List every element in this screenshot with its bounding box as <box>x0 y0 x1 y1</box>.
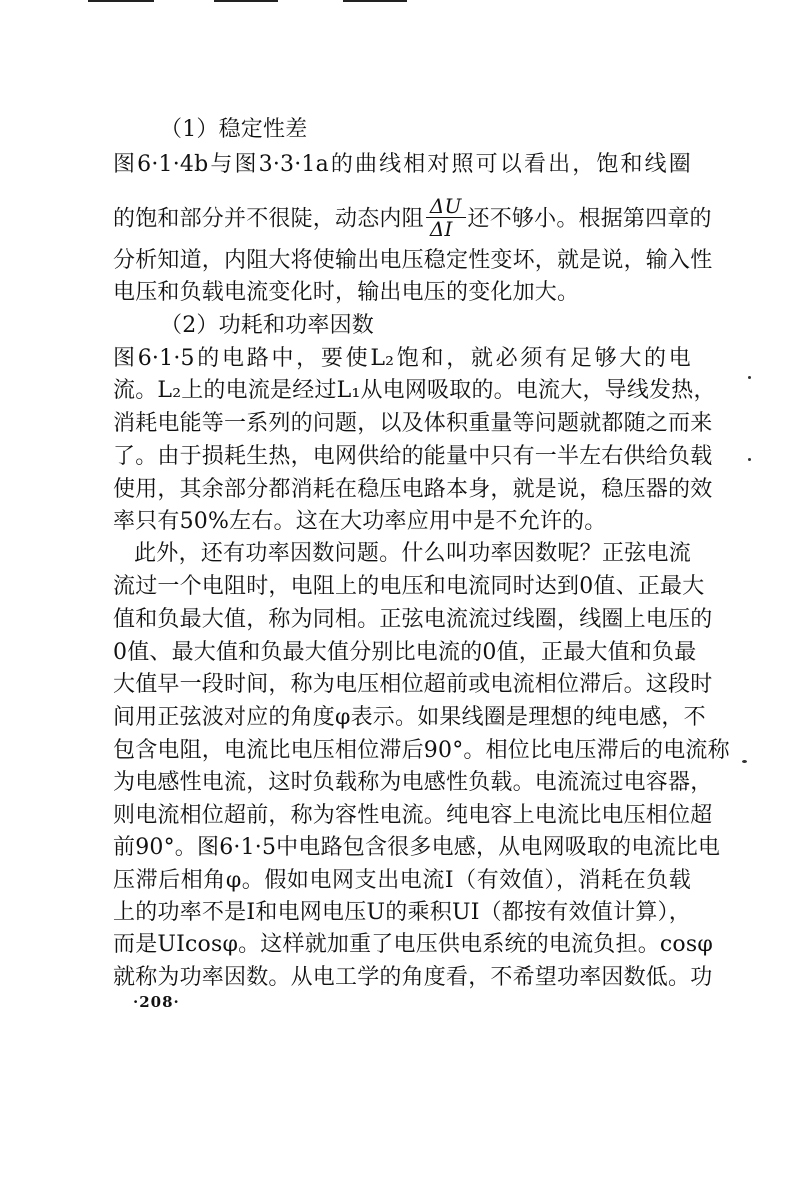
section-heading-stability: （1）稳定性差 <box>160 117 308 142</box>
paragraph-line: 就称为功率因数。从电工学的角度看，不希望功率因数低。功 <box>113 965 713 990</box>
top-rule <box>214 0 278 2</box>
paragraph-line: 图6·1·5的电路中，要使L₂饱和，就必须有足够大的电 <box>113 346 691 371</box>
section-heading-power: （2）功耗和功率因数 <box>160 313 374 338</box>
paragraph-line: 前90°。图6·1·5中电路包含很多电感，从电网吸取的电流比电 <box>113 835 721 860</box>
paragraph-line: 为电感性电流，这时负载称为电感性负载。电流流过电容器， <box>113 770 713 795</box>
dynamic-resistance-fraction <box>426 195 466 240</box>
paragraph-line: 率只有50%左右。这在大功率应用中是不允许的。 <box>113 509 607 534</box>
scan-speck <box>748 376 751 379</box>
scan-speck <box>748 458 751 461</box>
text-segment: 的饱和部分并不很陡，动态内阻 <box>113 206 424 232</box>
page-number: ·208· <box>133 993 180 1011</box>
scan-speck <box>742 760 747 763</box>
paragraph-line: 此外，还有功率因数问题。什么叫功率因数呢？正弦电流 <box>134 541 691 566</box>
paragraph-line: 上的功率不是I和电网电压U的乘积UI（都按有效值计算）， <box>113 900 691 925</box>
paragraph-line: 大值早一段时间，称为电压相位超前或电流相位滞后。这段时 <box>113 672 713 697</box>
paragraph-line: 间用正弦波对应的角度φ表示。如果线圈是理想的纯电感，不 <box>113 705 706 730</box>
paragraph-line-with-fraction <box>113 194 712 242</box>
paragraph-line: 值和负最大值，称为同相。正弦电流流过线圈，线圈上电压的 <box>113 607 713 632</box>
paragraph-line: 电压和负载电流变化时，输出电压的变化加大。 <box>113 280 580 305</box>
paragraph-line: 而是UIcosφ。这样就加重了电压供电系统的电流负担。cosφ <box>113 932 713 957</box>
fraction-numerator: ΔU <box>426 195 466 218</box>
paragraph-line: 0值、最大值和负最大值分别比电流的0值，正最大值和负最 <box>113 640 697 665</box>
paragraph-line: 图6·1·4b与图3·3·1a的曲线相对照可以看出，饱和线圈 <box>113 152 691 177</box>
paragraph-line: 则电流相位超前，称为容性电流。纯电容上电流比电压相位超 <box>113 803 713 828</box>
top-rule <box>88 0 154 2</box>
paragraph-line: 分析知道，内阻大将使输出电压稳定性变坏，就是说，输入性 <box>113 248 713 273</box>
paragraph-line: 压滞后相角φ。假如电网支出电流I（有效值），消耗在负载 <box>113 868 691 893</box>
paragraph-line: 消耗电能等一系列的问题，以及体积重量等问题就都随之而来 <box>113 411 713 436</box>
fraction-denominator: ΔI <box>429 217 453 241</box>
top-rule <box>343 0 407 2</box>
paragraph-line: 流过一个电阻时，电阻上的电压和电流同时达到0值、正最大 <box>113 574 705 599</box>
paragraph-line: 包含电阻，电流比电压相位滞后90°。相位比电压滞后的电流称 <box>113 738 730 763</box>
paragraph-line: 使用，其余部分都消耗在稳压电路本身，就是说，稳压器的效 <box>113 477 713 502</box>
text-segment: 还不够小。根据第四章的 <box>467 206 712 232</box>
paragraph-line: 了。由于损耗生热，电网供给的能量中只有一半左右供给负载 <box>113 444 713 469</box>
paragraph-line: 流。L₂上的电流是经过L₁从电网吸取的。电流大，导线发热， <box>113 378 716 403</box>
